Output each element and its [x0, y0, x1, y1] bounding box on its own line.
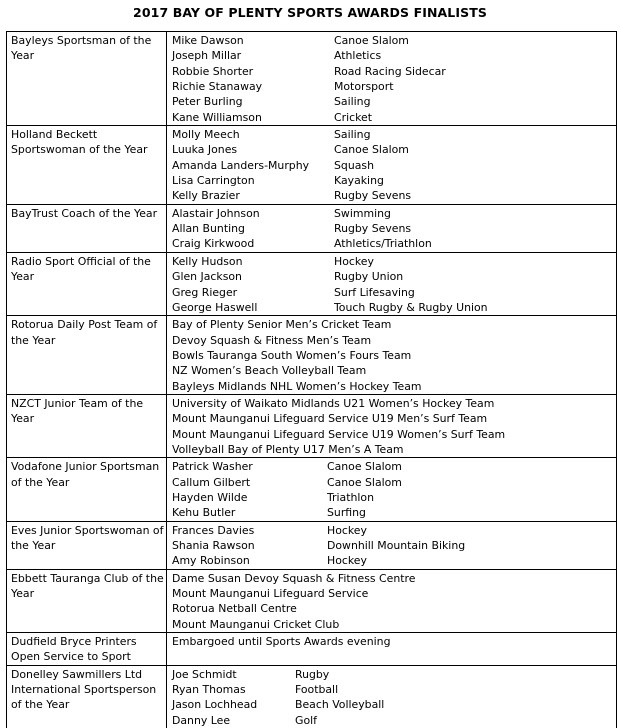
- award-category-line: Year: [11, 270, 35, 284]
- finalist-name: Bay of Plenty Senior Men’s Cricket Team: [172, 318, 392, 332]
- finalist-sport: Rugby Sevens: [334, 189, 412, 203]
- finalist-name: Craig Kirkwood: [172, 237, 255, 251]
- finalist-entry: [172, 505, 616, 520]
- finalist-entry: [172, 158, 616, 173]
- award-category-line: Holland Beckett: [11, 128, 98, 142]
- finalist-entry: [172, 317, 616, 332]
- finalist-entry: [172, 221, 616, 236]
- finalist-name: Peter Burling: [172, 95, 243, 109]
- finalist-name: Callum Gilbert: [172, 475, 251, 489]
- award-category-line: Vodafone Junior Sportsman: [11, 460, 160, 474]
- finalist-name: Jason Lochhead: [172, 698, 258, 712]
- finalist-name: Joe Schmidt: [172, 667, 237, 681]
- finalist-name: Patrick Washer: [172, 460, 253, 474]
- finalist-sport: Rugby Sevens: [334, 222, 412, 236]
- finalist-sport: Hockey: [334, 254, 374, 268]
- finalist-name: Mount Maunganui Lifeguard Service U19 Men’s Surf Team: [172, 412, 488, 426]
- finalist-entry: [172, 459, 616, 474]
- finalist-sport: Beach Volleyball: [295, 698, 385, 712]
- finalist-sport: Rugby Union: [334, 270, 404, 284]
- finalist-entry: [172, 33, 616, 48]
- finalist-name: Kane Williamson: [172, 110, 262, 124]
- finalist-name: Allan Bunting: [172, 222, 245, 236]
- finalist-sport: Squash: [334, 158, 374, 172]
- finalist-sport: Cricket: [334, 110, 372, 124]
- finalist-entry: [172, 617, 616, 632]
- finalist-name: Molly Meech: [172, 128, 240, 142]
- finalist-entry: [172, 682, 616, 697]
- finalist-entry: [172, 713, 616, 728]
- finalist-entry: [172, 64, 616, 79]
- finalist-entry: [172, 396, 616, 411]
- finalist-sport: Surfing: [327, 506, 366, 520]
- finalist-name: Alastair Johnson: [172, 206, 260, 220]
- finalist-sport: Touch Rugby & Rugby Union: [334, 300, 488, 314]
- award-category-line: Ebbett Tauranga Club of the: [11, 571, 164, 585]
- finalist-entry: [172, 48, 616, 63]
- finalist-sport: Athletics/Triathlon: [334, 237, 432, 251]
- finalist-sport: Motorsport: [334, 80, 394, 94]
- finalists-list: [167, 522, 616, 569]
- finalists-list: [167, 205, 616, 252]
- finalist-entry: [172, 475, 616, 490]
- finalist-entry: [172, 379, 616, 394]
- finalist-name: Kelly Hudson: [172, 254, 243, 268]
- table-row: [7, 32, 616, 126]
- table-row: [7, 633, 616, 666]
- finalist-name: Shania Rawson: [172, 539, 255, 552]
- finalists-list: [167, 666, 616, 728]
- table-row: [7, 666, 616, 728]
- finalists-table: [6, 31, 617, 728]
- finalist-name: Amy Robinson: [172, 554, 250, 568]
- award-category: [7, 633, 167, 665]
- award-category: [7, 316, 167, 394]
- finalists-list: [167, 316, 616, 394]
- finalist-name: Richie Stanaway: [172, 80, 263, 94]
- finalist-sport: Canoe Slalom: [327, 475, 402, 489]
- finalist-entry: [172, 79, 616, 94]
- finalists-list: [167, 395, 616, 457]
- award-category-line: Radio Sport Official of the: [11, 254, 151, 268]
- finalist-entry: [172, 206, 616, 221]
- award-category: [7, 570, 167, 632]
- award-category-line: NZCT Junior Team of the: [11, 396, 144, 410]
- award-category-line: Eves Junior Sportswoman of: [11, 523, 164, 537]
- award-category-line: Open Service to Sport: [11, 650, 131, 664]
- award-category-line: of the Year: [11, 475, 70, 489]
- award-category: [7, 522, 167, 569]
- finalist-sport: Athletics: [334, 49, 382, 63]
- award-category-line: Bayleys Sportsman of the: [11, 34, 152, 47]
- finalist-entry: [172, 333, 616, 348]
- finalists-list: [167, 458, 616, 520]
- finalist-entry: [172, 523, 616, 538]
- finalist-entry: [172, 300, 616, 315]
- award-category: [7, 205, 167, 252]
- finalist-entry: [172, 285, 616, 300]
- finalist-sport: Road Racing Sidecar: [334, 64, 446, 78]
- finalist-name: Kehu Butler: [172, 506, 236, 520]
- finalist-entry: [172, 697, 616, 712]
- award-category-line: Donelley Sawmillers Ltd: [11, 667, 143, 681]
- table-row: [7, 458, 616, 521]
- finalist-sport: Golf: [295, 713, 317, 727]
- finalists-list: [167, 32, 616, 125]
- finalist-name: Embargoed until Sports Awards evening: [172, 635, 391, 649]
- award-category-line: Sportswoman of the Year: [11, 143, 148, 157]
- finalist-sport: Canoe Slalom: [334, 34, 409, 47]
- finalist-sport: Rugby: [295, 667, 330, 681]
- finalist-name: Joseph Millar: [172, 49, 242, 63]
- finalist-entry: [172, 490, 616, 505]
- finalist-name: Glen Jackson: [172, 270, 242, 284]
- finalist-entry: [172, 601, 616, 616]
- finalists-list: [167, 570, 616, 632]
- finalist-name: Rotorua Netball Centre: [172, 602, 297, 616]
- table-row: [7, 126, 616, 205]
- finalist-entry: [172, 254, 616, 269]
- finalist-entry: [172, 94, 616, 109]
- award-category-line: International Sportsperson: [11, 683, 157, 697]
- finalists-list: [167, 633, 616, 665]
- award-category: [7, 395, 167, 457]
- finalist-entry: [172, 236, 616, 251]
- award-category: [7, 666, 167, 728]
- finalist-name: University of Waikato Midlands U21 Women’s Hockey Team: [172, 396, 495, 410]
- award-category-line: of the Year: [11, 698, 70, 712]
- table-row: [7, 205, 616, 253]
- finalist-name: Mike Dawson: [172, 34, 244, 47]
- finalists-list: [167, 253, 616, 315]
- finalist-name: Hayden Wilde: [172, 490, 248, 504]
- finalist-entry: [172, 538, 616, 553]
- finalist-name: George Haswell: [172, 300, 258, 314]
- finalist-entry: [172, 442, 616, 457]
- finalist-entry: [172, 173, 616, 188]
- finalist-entry: [172, 571, 616, 586]
- finalist-name: Bowls Tauranga South Women’s Fours Team: [172, 348, 412, 362]
- finalist-name: Frances Davies: [172, 523, 255, 537]
- finalist-name: Robbie Shorter: [172, 64, 254, 78]
- award-category-line: Rotorua Daily Post Team of: [11, 318, 158, 332]
- finalist-name: Amanda Landers-Murphy: [172, 158, 310, 172]
- table-row: [7, 253, 616, 316]
- finalist-name: Greg Rieger: [172, 285, 238, 299]
- finalist-name: Volleyball Bay of Plenty U17 Men’s A Team: [172, 442, 404, 456]
- finalist-name: Bayleys Midlands NHL Women’s Hockey Team: [172, 379, 422, 393]
- award-category-line: BayTrust Coach of the Year: [11, 206, 158, 220]
- finalist-name: Devoy Squash & Fitness Men’s Team: [172, 333, 372, 347]
- table-row: [7, 570, 616, 633]
- finalist-entry: [172, 127, 616, 142]
- award-category-line: the Year: [11, 539, 56, 552]
- finalist-name: Mount Maunganui Cricket Club: [172, 617, 340, 631]
- finalist-name: Dame Susan Devoy Squash & Fitness Centre: [172, 571, 416, 585]
- finalist-entry: [172, 427, 616, 442]
- finalist-name: NZ Women’s Beach Volleyball Team: [172, 364, 367, 378]
- finalist-sport: Canoe Slalom: [334, 143, 409, 157]
- finalist-entry: [172, 142, 616, 157]
- finalist-sport: Triathlon: [327, 490, 374, 504]
- finalist-name: Mount Maunganui Lifeguard Service U19 Women’s Surf Team: [172, 427, 506, 441]
- finalist-entry: [172, 411, 616, 426]
- table-row: [7, 522, 616, 570]
- finalist-entry: [172, 634, 616, 649]
- finalist-entry: [172, 553, 616, 568]
- finalist-sport: Sailing: [334, 128, 371, 142]
- award-category-line: Year: [11, 412, 35, 426]
- table-row: [7, 395, 616, 458]
- finalist-name: Lisa Carrington: [172, 174, 255, 188]
- finalists-list: [167, 126, 616, 204]
- finalist-sport: Swimming: [334, 206, 391, 220]
- award-category-line: the Year: [11, 333, 56, 347]
- finalist-name: Kelly Brazier: [172, 189, 240, 203]
- finalist-name: Ryan Thomas: [172, 683, 246, 697]
- award-category-line: Year: [11, 587, 35, 601]
- finalist-sport: Hockey: [327, 523, 367, 537]
- award-category: [7, 126, 167, 204]
- finalist-entry: [172, 667, 616, 682]
- award-category: [7, 253, 167, 315]
- award-category-line: Year: [11, 49, 35, 63]
- award-category: [7, 458, 167, 520]
- finalist-sport: Football: [295, 683, 339, 697]
- finalist-entry: [172, 110, 616, 125]
- finalist-name: Danny Lee: [172, 713, 231, 727]
- finalist-entry: [172, 348, 616, 363]
- finalist-sport: Kayaking: [334, 174, 384, 188]
- finalist-sport: Sailing: [334, 95, 371, 109]
- award-category: [7, 32, 167, 125]
- award-category-line: Dudfield Bryce Printers: [11, 635, 137, 649]
- table-row: [7, 316, 616, 395]
- page-title: 2017 BAY OF PLENTY SPORTS AWARDS FINALISTS: [133, 5, 487, 20]
- finalist-entry: [172, 188, 616, 203]
- finalist-sport: Surf Lifesaving: [334, 285, 415, 299]
- finalist-sport: Canoe Slalom: [327, 460, 402, 474]
- finalist-name: Mount Maunganui Lifeguard Service: [172, 587, 369, 601]
- finalist-sport: Downhill Mountain Biking: [327, 539, 466, 552]
- finalist-sport: Hockey: [327, 554, 367, 568]
- finalist-entry: [172, 586, 616, 601]
- finalist-entry: [172, 269, 616, 284]
- finalist-entry: [172, 363, 616, 378]
- finalist-name: Luuka Jones: [172, 143, 238, 157]
